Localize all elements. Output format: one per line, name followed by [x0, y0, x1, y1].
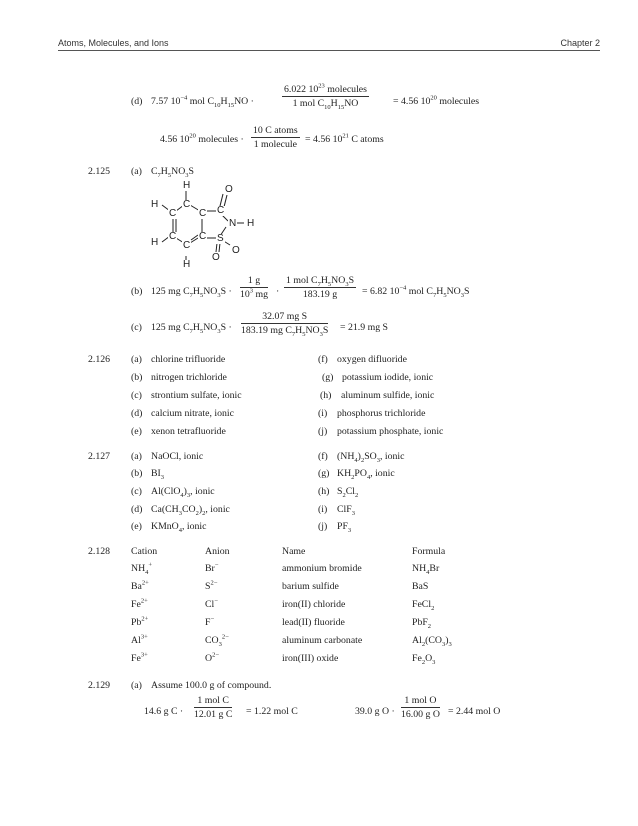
p129-a-text: Assume 100.0 g of compound.: [151, 680, 272, 691]
formula: $Al_2(CO_3)_3$: [412, 635, 452, 648]
p126-c-text: strontium sulfate, ionic: [151, 390, 242, 401]
p128-header-cation: Cation: [131, 546, 158, 557]
atom-c1: C: [183, 199, 191, 210]
p126-h-label: (h): [320, 390, 332, 401]
compound-name: lead(II) fluoride: [282, 617, 345, 628]
p127-b-label: (b): [131, 468, 143, 479]
p124-d-label: (d): [131, 96, 143, 107]
p124-d-fraction-1: 6.022 $10^{23}$ molecules 1 mol $C_{10}H_{15}NO$: [284, 82, 367, 111]
atom-o-sulfonyl-1: O: [232, 245, 240, 256]
p126-b-text: nitrogen trichloride: [151, 372, 227, 383]
p127-d-label: (d): [131, 504, 143, 515]
p129-carbon-left: 14.6 g C ·: [144, 706, 184, 717]
p127-j-text: $PF_3$: [337, 521, 352, 534]
p127-e-label: (e): [131, 521, 142, 532]
p125-c-fraction: $\frac{\text{32.07 mg S}}{183.19 mg C_7H_5NO_3S}$: [241, 311, 329, 338]
anion: Br−: [205, 561, 219, 574]
p125-b-fraction-2: 1 mol $C_7H_5NO_3S$ 183.19 g: [286, 275, 355, 300]
p129-oxygen-left: 39.0 g O ·: [355, 706, 395, 717]
cation: $NH_4^+$: [131, 561, 153, 576]
p126-d-text: calcium nitrate, ionic: [151, 408, 234, 419]
p127-e-text: KMnO$_4$, ionic: [151, 521, 207, 534]
anion: $O^{2-}$: [205, 651, 219, 664]
p127-a-text: NaOCl, ionic: [151, 451, 204, 462]
anion: F−: [205, 615, 215, 628]
compound-name: iron(III) oxide: [282, 653, 339, 664]
header-rule: [58, 50, 600, 51]
p128-header-anion: Anion: [205, 546, 230, 557]
p127-f-text: $(NH_4)_2SO_3$, ionic: [337, 451, 405, 464]
saccharin-structure: [148, 180, 268, 272]
p127-a-label: (a): [131, 451, 142, 462]
atom-c-carbonyl: C: [217, 205, 225, 216]
p127-b-text: $BI_3$: [151, 468, 165, 481]
p126-j-text: potassium phosphate, ionic: [337, 426, 444, 437]
p129-carbon-result: = 1.22 mol C: [246, 706, 298, 717]
p128-header-formula: Formula: [412, 546, 446, 557]
running-header-left: Atoms, Molecules, and Ions: [58, 38, 169, 48]
problem-number-2125: 2.125: [88, 166, 111, 177]
p126-e-text: xenon tetrafluoride: [151, 426, 226, 437]
cation: $Fe^{3+}$: [131, 651, 148, 664]
p126-g-label: (g): [322, 372, 334, 383]
p125-a-formula: $C_7H_5NO_3S$: [151, 166, 194, 179]
problem-number-2128: 2.128: [88, 546, 111, 557]
problem-number-2129: 2.129: [88, 680, 111, 691]
p127-g-label: (g): [318, 468, 330, 479]
atom-c7: C: [183, 240, 191, 251]
compound-name: iron(II) chloride: [282, 599, 346, 610]
atom-h-left-bot: H: [151, 237, 159, 248]
cation: $Pb^{2+}$: [131, 615, 149, 628]
p125-b-result: = 6.82 $10^{-4}$ mol $C_7H_5NO_3S$: [362, 284, 470, 299]
p125-b-left: 125 mg $C_7H_5NO_3S$ ·: [151, 286, 232, 299]
p129-oxygen-fraction: 1 mol O 16.00 g O: [401, 695, 440, 720]
p126-g-text: potassium iodide, ionic: [342, 372, 434, 383]
p124-d-line2-left: 4.56 $10^{20}$ molecules ·: [160, 132, 244, 145]
p124-d-result-2: = 4.56 $10^{21}$ C atoms: [305, 132, 384, 145]
anion: $CO_3^{2-}$: [205, 633, 229, 648]
cation: $Ba^{2+}$: [131, 579, 149, 592]
p125-c-left: 125 mg $C_7H_5NO_3S$ ·: [151, 322, 232, 335]
p127-h-label: (h): [318, 486, 330, 497]
p126-h-text: aluminum sulfide, ionic: [341, 390, 435, 401]
p125-b-dot: ·: [276, 286, 280, 297]
formula: FeCl$_2$: [412, 599, 435, 612]
formula: $NH_4Br$: [412, 563, 440, 576]
atom-o-sulfonyl-2: O: [212, 252, 220, 263]
cation: $Al^{3+}$: [131, 633, 148, 646]
p128-header-name: Name: [282, 546, 306, 557]
p129-carbon-fraction: 1 mol C 12.01 g C: [194, 695, 233, 720]
p125-a-label: (a): [131, 166, 142, 177]
p124-d-line1-left: 7.57 $10^{-4}$ mol $C_{10}H_{15}NO$ ·: [151, 94, 254, 109]
p126-c-label: (c): [131, 390, 142, 401]
p124-d-result-1: = 4.56 $10^{20}$ molecules: [393, 94, 480, 107]
running-header-right: Chapter 2: [560, 38, 600, 48]
problem-number-2127: 2.127: [88, 451, 111, 462]
p125-c-result: = 21.9 mg S: [340, 322, 388, 333]
p126-b-label: (b): [131, 372, 143, 383]
p127-i-label: (i): [318, 504, 328, 515]
atom-h-bottom: H: [183, 259, 191, 270]
atom-c6: C: [199, 231, 207, 242]
p126-f-text: oxygen difluoride: [337, 354, 407, 365]
atom-n: N: [229, 218, 237, 229]
compound-name: aluminum carbonate: [282, 635, 363, 646]
p125-b-fraction-1: $\frac{1 g}{10^3 mg}$: [240, 275, 269, 300]
atom-s: S: [217, 233, 224, 244]
formula: PbF$_2$: [412, 617, 432, 630]
cation: $Fe^{2+}$: [131, 597, 148, 610]
formula: BaS: [412, 581, 429, 592]
p126-i-label: (i): [318, 408, 328, 419]
atom-h-top: H: [183, 180, 191, 191]
atom-c5: C: [169, 231, 177, 242]
atom-o-carbonyl: O: [225, 184, 233, 195]
p127-c-text: $Al(ClO_4)_3$, ionic: [151, 486, 215, 499]
p124-d-fraction-2: 10 C atoms 1 molecule: [253, 125, 298, 150]
compound-name: ammonium bromide: [282, 563, 362, 574]
p129-a-label: (a): [131, 680, 142, 691]
problem-number-2126: 2.126: [88, 354, 111, 365]
p126-j-label: (j): [318, 426, 328, 437]
p126-a-label: (a): [131, 354, 142, 365]
p125-b-label: (b): [131, 286, 143, 297]
p129-oxygen-result: = 2.44 mol O: [448, 706, 501, 717]
formula: $Fe_2O_3$: [412, 653, 436, 666]
p126-a-text: chlorine trifluoride: [151, 354, 226, 365]
anion: $S^{2-}$: [205, 579, 218, 592]
p125-c-label: (c): [131, 322, 142, 333]
compound-name: barium sulfide: [282, 581, 339, 592]
p126-e-label: (e): [131, 426, 142, 437]
atom-h-left-top: H: [151, 199, 159, 210]
p127-f-label: (f): [318, 451, 328, 462]
p127-h-text: $S_2Cl_2$: [337, 486, 359, 499]
atom-h-nh: H: [247, 218, 255, 229]
p127-j-label: (j): [318, 521, 328, 532]
p126-f-label: (f): [318, 354, 328, 365]
p127-i-text: ClF$_3$: [337, 504, 355, 517]
anion: Cl−: [205, 597, 218, 610]
p127-g-text: $KH_2PO_4$, ionic: [337, 468, 395, 481]
p127-c-label: (c): [131, 486, 142, 497]
p126-i-text: phosphorus trichloride: [337, 408, 426, 419]
p127-d-text: $Ca(CH_3CO_2)_2$, ionic: [151, 504, 230, 517]
atom-c2: C: [169, 208, 177, 219]
p126-d-label: (d): [131, 408, 143, 419]
atom-c3: C: [199, 208, 207, 219]
